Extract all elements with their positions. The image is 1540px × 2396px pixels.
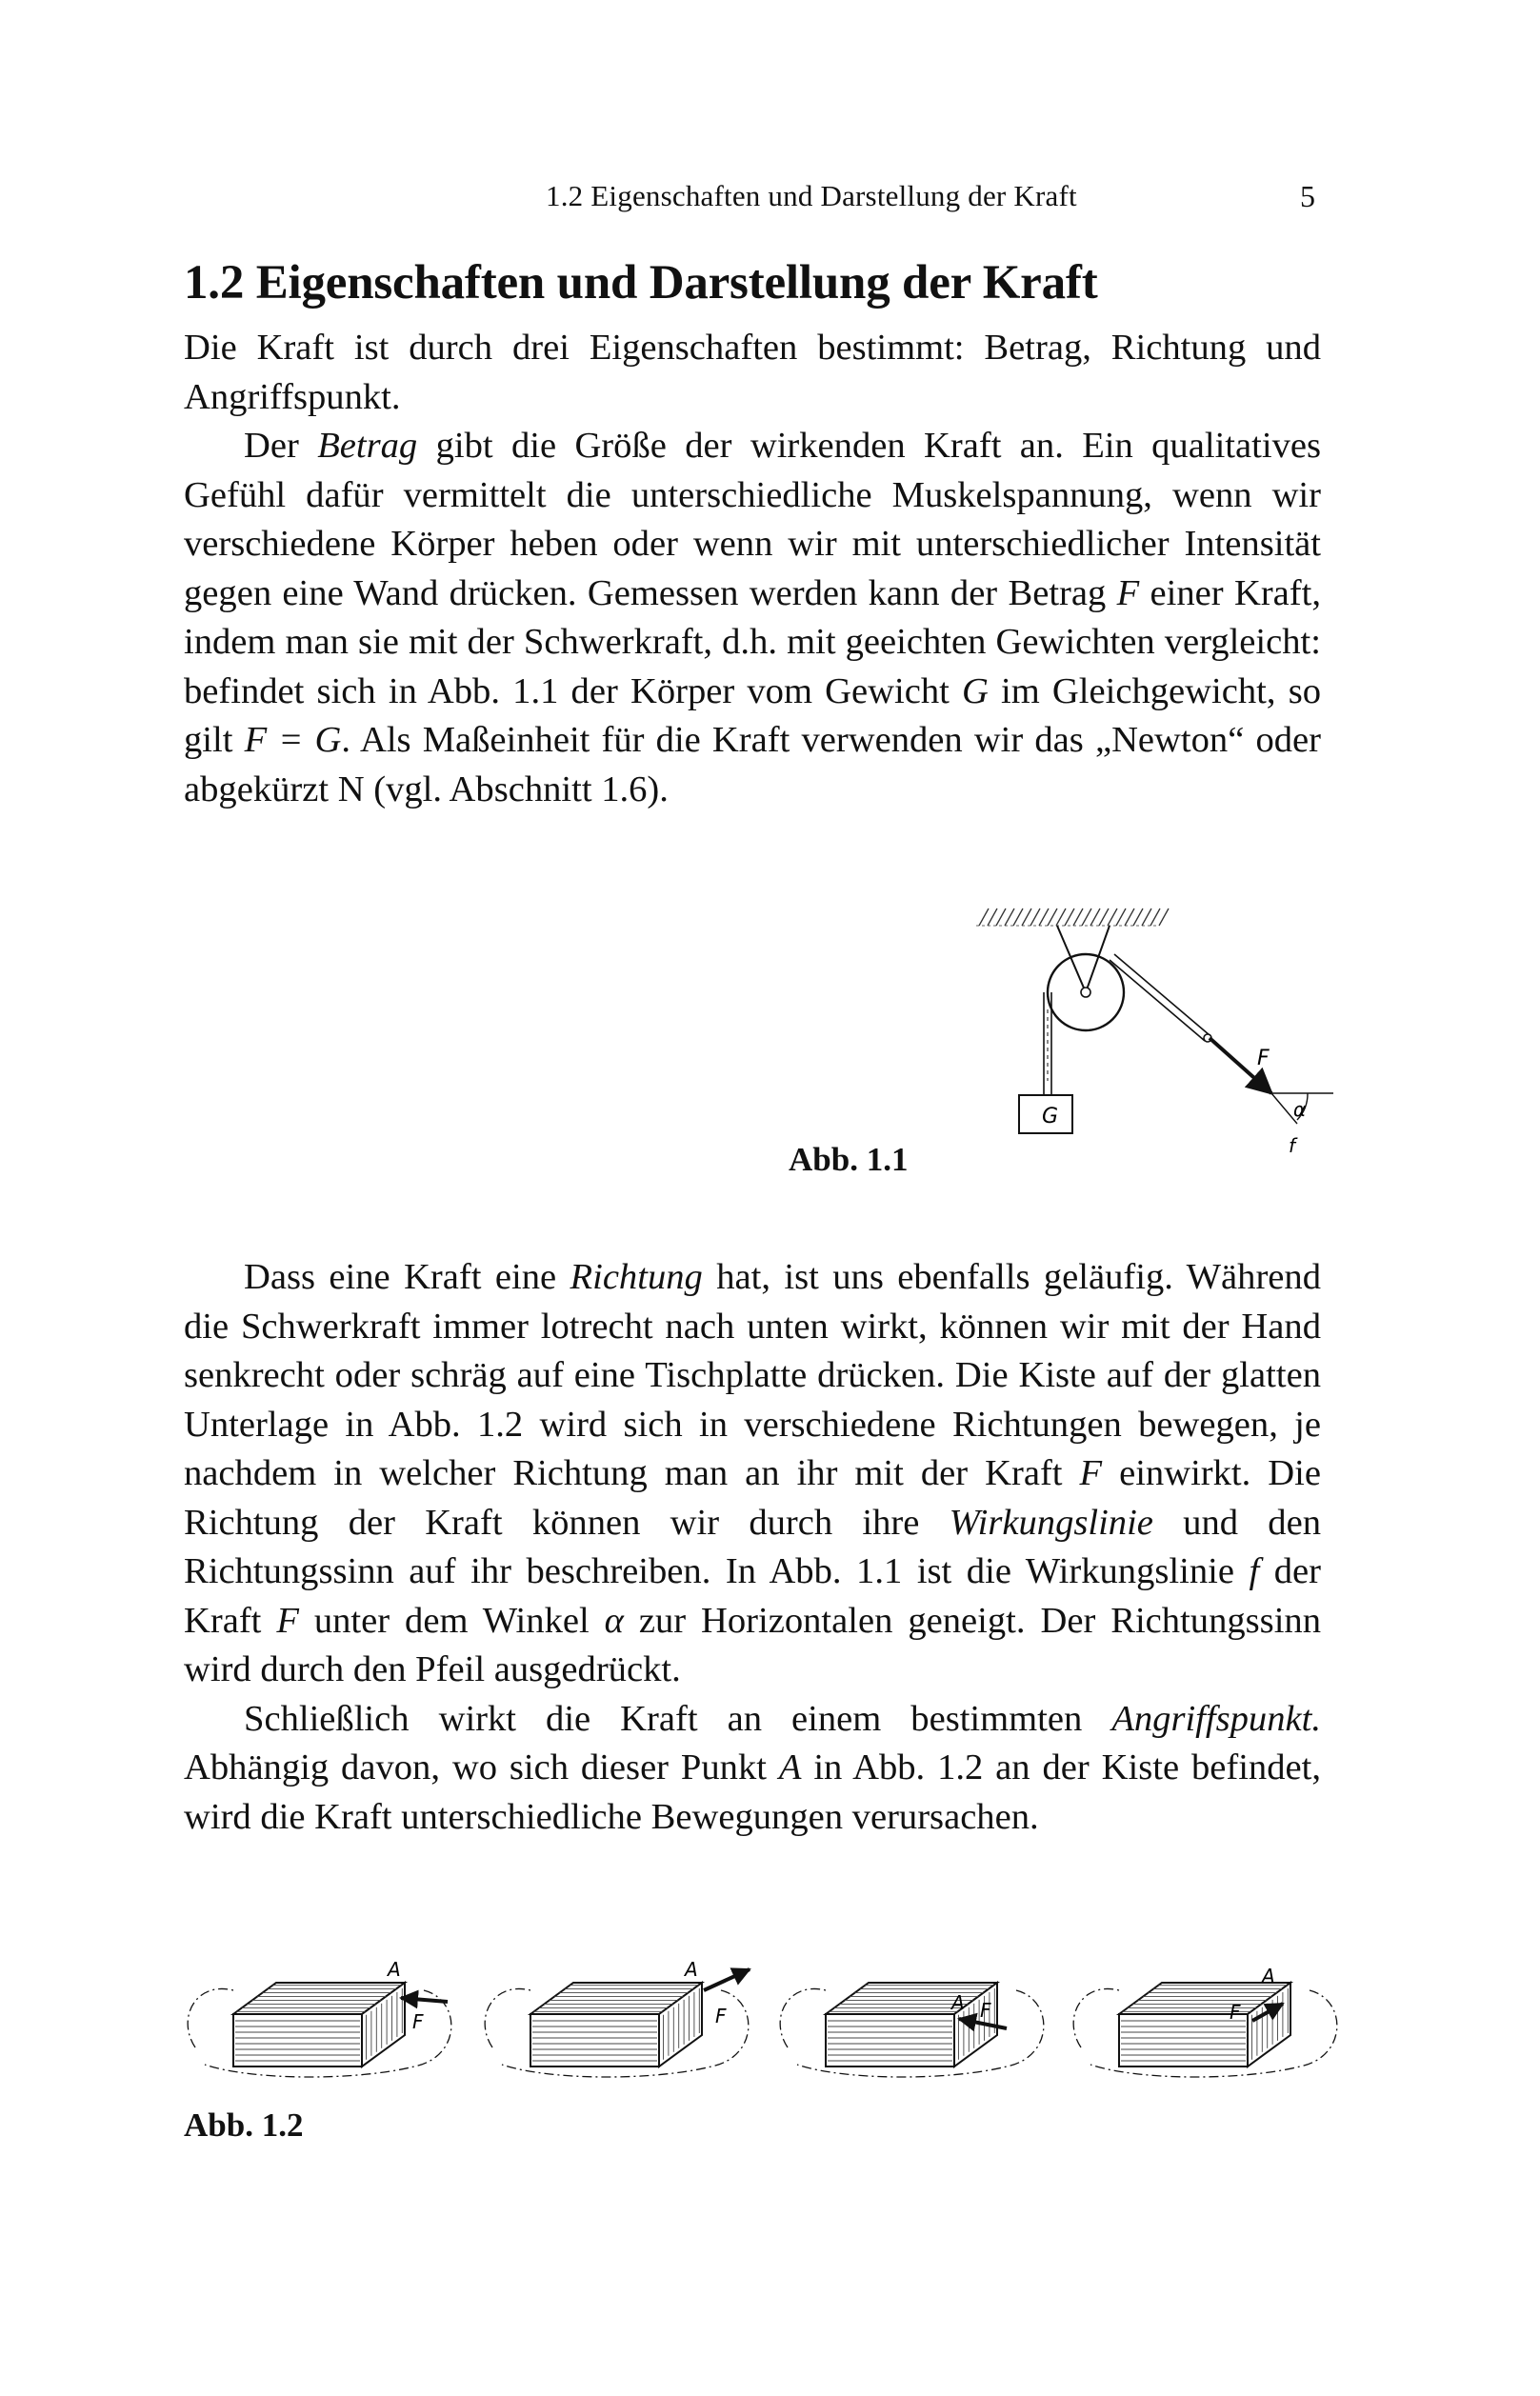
pulley-axle	[1081, 988, 1090, 997]
box-front	[530, 2014, 659, 2067]
running-head: 1.2 Eigenschaften und Darstellung der Kraft	[546, 179, 1077, 212]
caption-abb-1-1: Abb. 1.1	[789, 1141, 909, 1178]
label-F: F	[1257, 1047, 1270, 1070]
text-block-1	[184, 324, 1321, 814]
label-F: F	[412, 2010, 424, 2033]
paragraph-2: Der Betrag gibt die Größe der wirkenden Kraft an. Ein qualitatives Gefühl dafür vermittelt die unterschiedliche Muskelspannung, wenn wir verschiedene Körper heben oder wenn wir mit unterschiedlicher Intensität gegen eine Wand drücken. Gemessen werden kann der Betrag F einer Kraft, indem man sie mit der Schwerkraft, d.h. mit geeichten Gewichten vergleicht: befindet sich in Abb. 1.1 der Körper vom Gewicht G im Gleichgewicht, so gilt F = G. Als Maßeinheit für die Kraft verwenden wir das „Newton“ oder abgekürzt N (vgl. Abschnitt 1.6).	[184, 426, 1322, 809]
box-diagram	[1073, 1965, 1337, 2077]
label-F: F	[1230, 2001, 1241, 2024]
box-diagram	[780, 1983, 1044, 2077]
label-A: A	[685, 1958, 698, 1981]
label-f: f	[1289, 1134, 1296, 1157]
text-block-2	[184, 1253, 1321, 1842]
page-number: 5	[1300, 179, 1315, 213]
box-diagram	[485, 1958, 750, 2077]
ceiling-hatch	[976, 908, 1169, 926]
label-G: G	[1042, 1105, 1059, 1128]
box-front	[1119, 2014, 1248, 2067]
label-F: F	[980, 1999, 991, 2022]
box-front	[826, 2014, 954, 2067]
caption-abb-1-2: Abb. 1.2	[184, 2106, 304, 2144]
box-diagram	[188, 1958, 451, 2077]
label-alpha: α	[1293, 1098, 1307, 1121]
paragraph-3: Dass eine Kraft eine Richtung hat, ist uns ebenfalls geläufig. Während die Schwerkraft immer lotrecht nach unten wirkt, können wir mit der Hand senkrecht oder schräg auf eine Tischplatte drücken. Die Kiste auf der glatten Unterlage in Abb. 1.2 wird sich in verschiedene Richtungen bewegen, je nachdem in welcher Richtung man an ihr mit der Kraft F einwirkt. Die Richtung der Kraft können wir durch ihre Wirkungslinie und den Richtungssinn auf ihr beschreiben. In Abb. 1.1 ist die Wirkungslinie f der Kraft F unter dem Winkel α zur Horizontalen geneigt. Der Richtungssinn wird durch den Pfeil ausgedrückt.	[184, 1257, 1321, 1689]
paragraph-1: Die Kraft ist durch drei Eigenschaften bestimmt: Betrag, Richtung und Angriffspunkt.	[184, 328, 1321, 417]
paragraph-4: Schließlich wirkt die Kraft an einem bestimmten Angriffspunkt. Abhängig davon, wo sich dieser Punkt A in Abb. 1.2 an der Kiste befindet, wird die Kraft unterschiedliche Bewegungen verursachen.	[184, 1698, 1321, 1837]
figure-1-2	[176, 1914, 1338, 2086]
rope-right	[1110, 954, 1211, 1042]
box-front	[233, 2014, 362, 2067]
rope-left	[1044, 955, 1078, 1095]
label-A: A	[1262, 1965, 1275, 1987]
section-title: 1.2 Eigenschaften und Darstellung der Kraft	[184, 256, 1098, 309]
force-arrow	[704, 1969, 750, 1990]
figure-1-1	[971, 895, 1333, 1181]
label-A: A	[951, 1991, 965, 2014]
label-A: A	[388, 1958, 401, 1981]
label-F: F	[715, 2005, 727, 2027]
term-betrag: Betrag	[317, 426, 418, 466]
force-arrow	[401, 1998, 448, 2002]
